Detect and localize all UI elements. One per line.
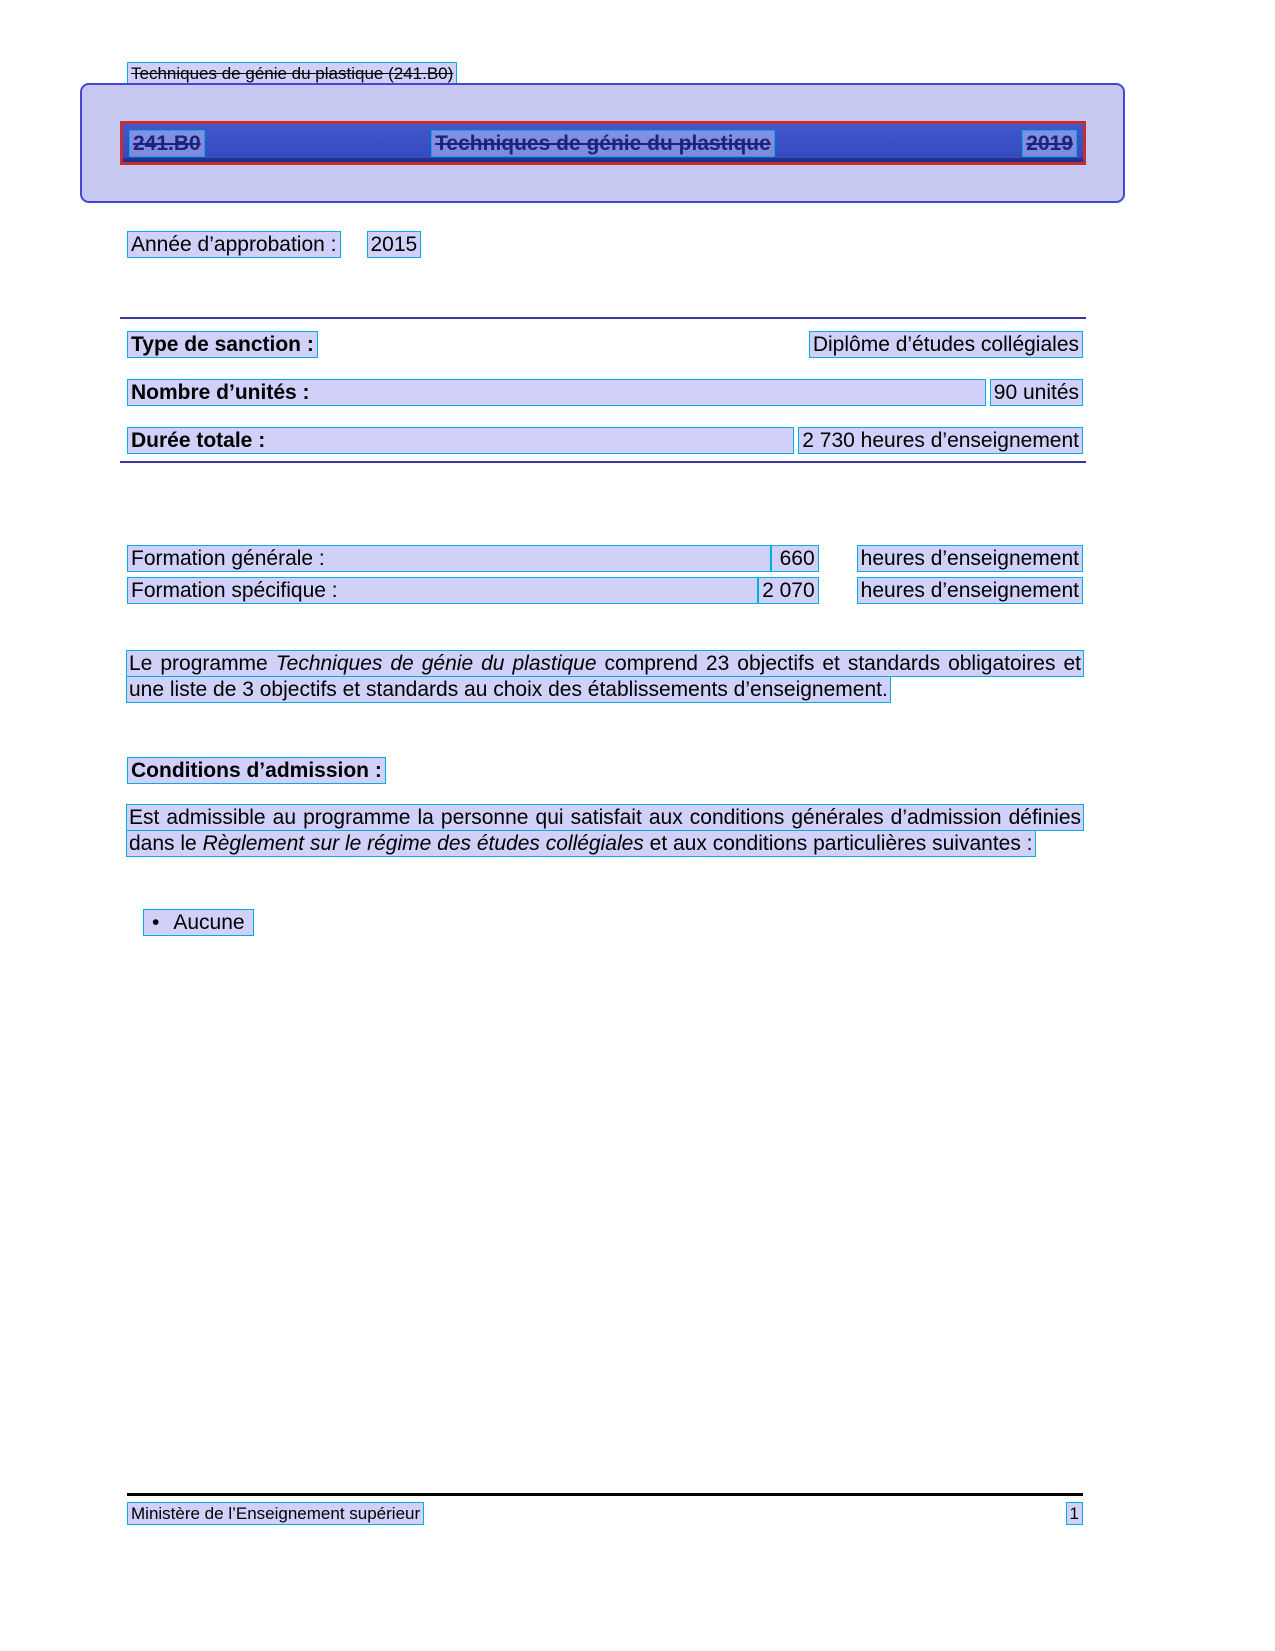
bullet-label: Aucune <box>173 911 245 934</box>
table-top-rule <box>120 317 1086 319</box>
program-paragraph-text <box>127 651 1083 702</box>
formation-generale-label: Formation générale : <box>127 545 771 572</box>
admission-paragraph <box>127 805 1083 857</box>
sanction-unites-value: 90 unités <box>990 379 1083 406</box>
program-paragraph <box>127 651 1083 703</box>
admission-heading <box>127 757 386 784</box>
program-title: Techniques de génie du plastique <box>431 130 775 157</box>
footer-ministry-text: Ministère de l’Enseignement supérieur <box>127 1502 424 1525</box>
admission-paragraph-suffix: et aux conditions particulières suivantes : <box>643 832 1033 855</box>
admission-heading-text: Conditions d’admission : <box>127 757 386 784</box>
program-paragraph-italic: Techniques de génie du plastique <box>275 652 597 675</box>
approbation-value: 2015 <box>367 231 422 258</box>
footer-rule <box>127 1493 1083 1496</box>
formation-specifique-label: Formation spécifique : <box>127 577 758 604</box>
approbation-row <box>127 231 1083 258</box>
running-header <box>127 62 457 85</box>
sanction-duree-label: Durée totale : <box>127 427 794 454</box>
admission-bullet-item <box>143 909 254 936</box>
formation-generale-hours: 660 <box>771 545 819 572</box>
program-code: 241.B0 <box>129 130 205 157</box>
admission-paragraph-prefix: Est admissible au programme la personne qui satisfait aux conditions générales d’admission définies dans le <box>129 806 1081 855</box>
footer <box>127 1502 1083 1525</box>
sanction-type-value: Diplôme d’études collégiales <box>809 331 1083 358</box>
sanction-row-duree <box>127 427 1083 454</box>
program-banner <box>120 121 1086 165</box>
program-paragraph-suffix: comprend 23 objectifs et standards obligatoires et une liste de 3 objectifs et standards au choix des établissements d’enseignement. <box>129 652 1081 701</box>
program-year: 2019 <box>1022 130 1077 157</box>
formation-specifique-unit: heures d’enseignement <box>857 577 1083 604</box>
formation-row-generale <box>127 545 1083 572</box>
bullet-icon: • <box>152 911 160 934</box>
page-number: 1 <box>1066 1502 1083 1525</box>
bullet-text <box>143 909 254 936</box>
formation-row-specifique <box>127 577 1083 604</box>
program-paragraph-prefix: Le programme <box>129 652 276 675</box>
admission-paragraph-italic: Règlement sur le régime des études collégiales <box>202 832 644 855</box>
sanction-row-unites <box>127 379 1083 406</box>
sanction-unites-label: Nombre d’unités : <box>127 379 986 406</box>
formation-generale-unit: heures d’enseignement <box>857 545 1083 572</box>
formation-specifique-hours: 2 070 <box>758 577 819 604</box>
table-bottom-rule <box>120 461 1086 463</box>
sanction-duree-value: 2 730 heures d’enseignement <box>798 427 1083 454</box>
running-header-text: Techniques de génie du plastique (241.B0) <box>127 62 457 85</box>
admission-paragraph-text <box>127 805 1083 856</box>
sanction-type-label: Type de sanction : <box>127 331 318 358</box>
approbation-label: Année d’approbation : <box>127 231 341 258</box>
sanction-row-type <box>127 331 1083 358</box>
